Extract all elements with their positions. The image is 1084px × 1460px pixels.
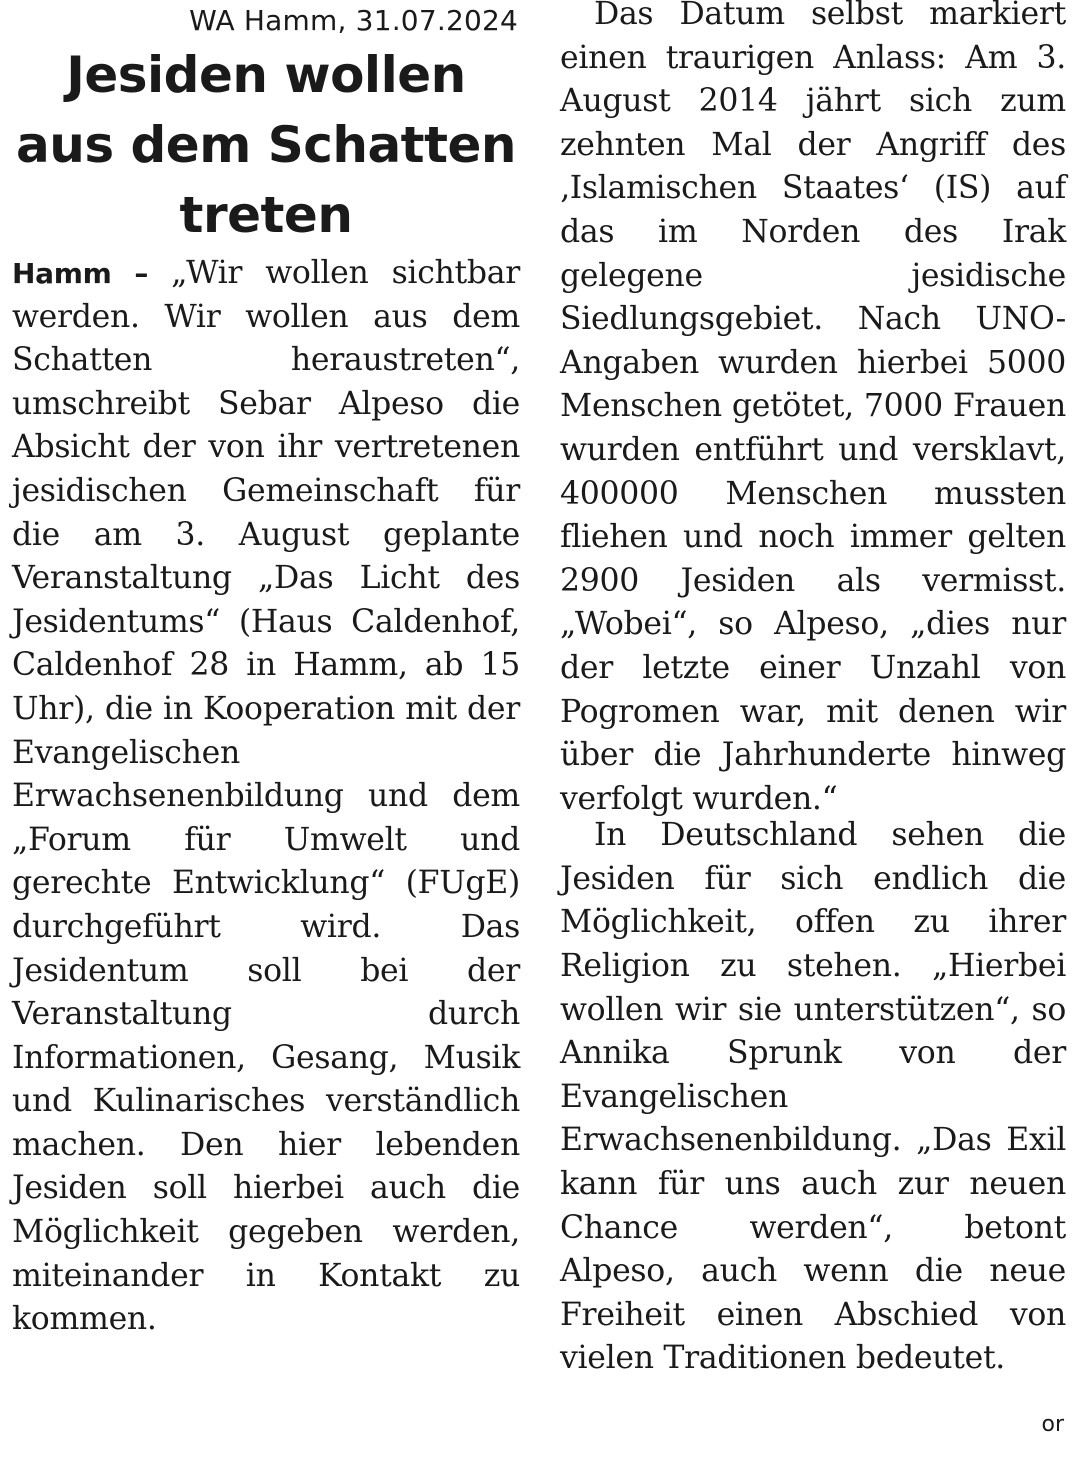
article-right-column bbox=[560, 0, 1066, 1381]
paragraph-1-text: „Wir wollen sichtbar werden. Wir wollen aus dem Schatten heraustreten“, umschreibt Sebar Alpeso die Absicht der von ihr vertretenen jesidischen Gemeinschaft für die am 3. August geplante Veranstaltung „Das Licht des Jesidentums“ (Haus Caldenhof, Caldenhof 28 in Hamm, ab 15 Uhr), die in Kooperation mit der Evangelischen Erwachsenenbildung und dem „Forum für Umwelt und gerechte Entwicklung“ (FUgE) durchgeführt wird. Das Jesidentum soll bei der Veranstaltung durch Informationen, Gesang, Musik und Kulinarisches verständlich machen. Den hier lebenden Jesiden soll hierbei auch die Möglichkeit gegeben werden, miteinander in Kontakt zu kommen. bbox=[12, 255, 520, 1338]
dateline: Hamm – bbox=[12, 257, 149, 290]
source-line: WA Hamm, 31.07.2024 bbox=[189, 4, 518, 37]
article-paragraph-2: Das Datum selbst markiert einen traurigen Anlass: Am 3. August 2014 jährt sich zum zehnten Mal der Angriff des ‚Islamischen Staates‘ (IS) auf das im Norden des Irak gelegene jesidische Siedlungsgebiet. Nach UNO-Angaben wurden hierbei 5000 Menschen getötet, 7000 Frauen wurden entführt und versklavt, 400000 Menschen mussten fliehen und noch immer gelten 2900 Jesiden als vermisst. „Wobei“, so Alpeso, „dies nur der letzte einer Unzahl von Pogromen war, mit denen wir über die Jahrhunderte hinweg verfolgt wurden.“ bbox=[560, 0, 1066, 817]
article-paragraph-1 bbox=[12, 252, 520, 1342]
author-initials: or bbox=[1041, 1412, 1064, 1437]
article-headline: Jesiden wollen aus dem Schatten treten bbox=[15, 46, 516, 244]
article-left-column bbox=[12, 0, 520, 1342]
article-paragraph-3: In Deutschland sehen die Jesiden für sich endlich die Möglichkeit, offen zu ihrer Religion zu stehen. „Hierbei wollen wir sie unterstützen“, so Annika Sprunk von der Evangelischen Erwachsenenbildung. „Das Exil kann für uns auch zur neuen Chance werden“, betont Alpeso, auch wenn die neue Freiheit einen Abschied von vielen Traditionen bedeutet. bbox=[560, 817, 1066, 1377]
